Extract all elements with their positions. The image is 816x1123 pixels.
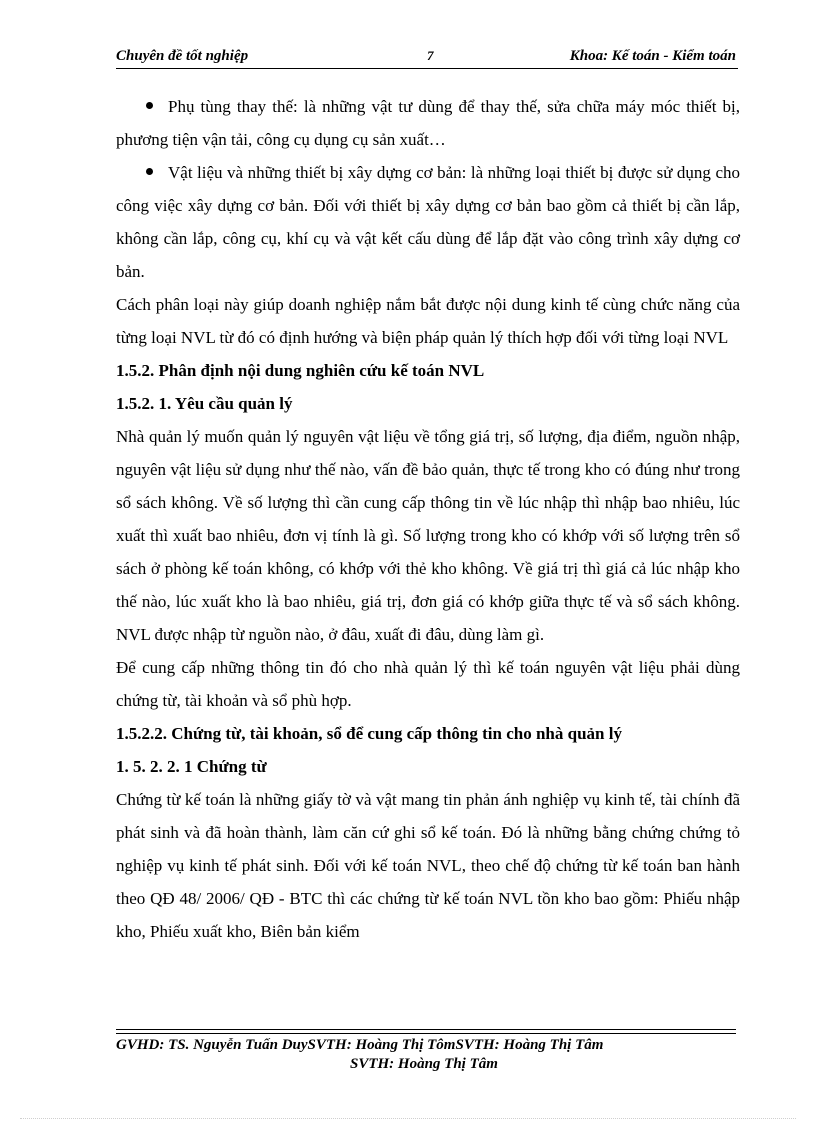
- page-bottom-dotted-border: [20, 1118, 796, 1119]
- footer-student-line: SVTH: Hoàng Thị Tâm: [350, 1056, 498, 1072]
- bullet-paragraph-spare-parts: [116, 90, 740, 156]
- page-footer: [116, 1036, 736, 1074]
- bullet-icon: [146, 168, 153, 175]
- header-rule: [116, 68, 738, 69]
- paragraph-classification-summary: Cách phân loại này giúp doanh nghiệp nắm bắt được nội dung kinh tế cùng chức năng của từng loại NVL từ đó có định hướng và biện pháp quản lý thích hợp đối với từng loại NVL: [116, 295, 740, 347]
- bullet-paragraph-construction-materials: [116, 156, 740, 288]
- document-body: [116, 90, 740, 948]
- paragraph-text: Phụ tùng thay thế: là những vật tư dùng để thay thế, sửa chữa máy móc thiết bị, phương tiện vận tải, công cụ dụng cụ sản xuất…: [116, 97, 740, 149]
- header-thesis-title: Chuyên đề tốt nghiệp: [116, 48, 249, 64]
- footer-rule-bottom: [116, 1033, 736, 1034]
- paragraph-management-requirements: Nhà quản lý muốn quản lý nguyên vật liệu về tổng giá trị, số lượng, địa điểm, nguồn nhập, nguyên vật liệu sử dụng như thế nào, vấn đề bảo quản, thực tế trong kho có đúng như trong sổ sách không. Về số lượng thì cần cung cấp thông tin về lúc nhập thì nhập bao nhiêu, lúc xuất thì xuất bao nhiêu, đơn vị tính là gì. Số lượng trong kho có khớp với số lượng trên sổ sách ở phòng kế toán không, có khớp với thẻ kho không. Về giá trị thì giá cả lúc nhập kho thế nào, lúc xuất kho là bao nhiêu, giá trị, đơn giá có khớp giữa thực tế và sổ sách không. NVL được nhập từ nguồn nào, ở đâu, xuất đi đâu, dùng làm gì.: [116, 427, 740, 644]
- header-faculty: Khoa: Kế toán - Kiểm toán: [569, 48, 736, 64]
- paragraph-information-provision: Để cung cấp những thông tin đó cho nhà quản lý thì kế toán nguyên vật liệu phải dùng chứng từ, tài khoản và sổ phù hợp.: [116, 658, 740, 710]
- page-header: [116, 48, 736, 68]
- bullet-icon: [146, 102, 153, 109]
- section-heading-1-5-2-2: 1.5.2.2. Chứng từ, tài khoản, sổ để cung cấp thông tin cho nhà quản lý: [116, 724, 622, 743]
- section-heading-1-5-2-2-1: 1. 5. 2. 2. 1 Chứng từ: [116, 757, 267, 776]
- paragraph-text: Vật liệu và những thiết bị xây dựng cơ bản: là những loại thiết bị được sử dụng cho công việc xây dựng cơ bản. Đối với thiết bị xây dựng cơ bản bao gồm cả thiết bị cần lắp, không cần lắp, công cụ, khí cụ và vật kết cấu dùng để lắp đặt vào công trình xây dựng cơ bản.: [116, 163, 740, 281]
- section-heading-1-5-2-1: 1.5.2. 1. Yêu cầu quản lý: [116, 394, 293, 413]
- header-page-number: 7: [427, 48, 434, 63]
- paragraph-vouchers: Chứng từ kế toán là những giấy tờ và vật mang tin phản ánh nghiệp vụ kinh tế, tài chính đã phát sinh và đã hoàn thành, làm căn cứ ghi sổ kế toán. Đó là những bằng chứng chứng tỏ nghiệp vụ kinh tế phát sinh. Đối với kế toán NVL, theo chế độ chứng từ kế toán ban hành theo QĐ 48/ 2006/ QĐ - BTC thì các chứng từ kế toán NVL tồn kho bao gồm: Phiếu nhập kho, Phiếu xuất kho, Biên bản kiểm: [116, 790, 740, 941]
- footer-rule-top: [116, 1029, 736, 1030]
- section-heading-1-5-2: 1.5.2. Phân định nội dung nghiên cứu kế toán NVL: [116, 361, 485, 380]
- footer-supervisor-line: GVHD: TS. Nguyễn Tuấn DuySVTH: Hoàng Thị TômSVTH: Hoàng Thị Tâm: [116, 1037, 604, 1053]
